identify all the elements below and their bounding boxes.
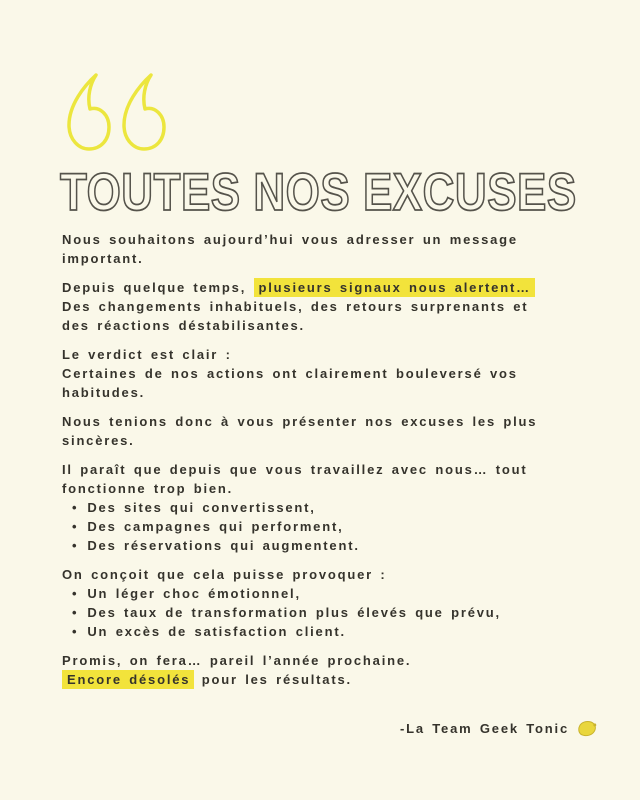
double-quote-icon <box>63 72 168 154</box>
highlighted-text: Encore désolés <box>62 670 194 689</box>
signature-text: -La Team Geek Tonic <box>399 721 569 736</box>
text-run: pour les résultats. <box>194 672 352 687</box>
bullet-marker: • <box>72 586 79 601</box>
signature <box>400 721 596 736</box>
bullet-marker: • <box>72 519 79 534</box>
bullet-list <box>62 498 602 555</box>
list-item <box>72 536 602 555</box>
list-item <box>72 498 602 517</box>
list-item-text: Un léger choc émotionnel, <box>87 586 301 601</box>
paragraph-verdict <box>62 345 602 402</box>
bullet-marker: • <box>72 500 79 515</box>
lemon-icon <box>576 719 598 739</box>
bullet-marker: • <box>72 538 79 553</box>
text-line: Le verdict est clair : <box>62 347 232 362</box>
list-item <box>72 584 602 603</box>
text-line: habitudes. <box>62 385 146 400</box>
text-line <box>62 670 602 689</box>
paragraph-signaux <box>62 278 602 335</box>
text-line: Promis, on fera… pareil l’année prochaine. <box>62 653 412 668</box>
list-item <box>72 603 602 622</box>
text-line: Certaines de nos actions ont clairement bouleversé vos <box>62 366 518 381</box>
paragraph-excuses <box>62 412 602 450</box>
text-line: sincères. <box>62 433 135 448</box>
body-text <box>62 230 602 699</box>
list-item-text: Des réservations qui augmentent. <box>87 538 360 553</box>
bullet-marker: • <box>72 605 79 620</box>
bullet-list <box>62 584 602 641</box>
text-line: Nous souhaitons aujourd’hui vous adresser un message <box>62 232 518 247</box>
text-line <box>62 278 602 297</box>
text-line: important. <box>62 251 144 266</box>
paragraph-intro <box>62 230 602 268</box>
highlighted-text: plusieurs signaux nous alertent… <box>254 278 535 297</box>
bullet-marker: • <box>72 624 79 639</box>
list-item-text: Un excès de satisfaction client. <box>87 624 346 639</box>
text-line: Des changements inhabituels, des retours surprenants et <box>62 299 529 314</box>
text-line: fonctionne trop bien. <box>62 481 234 496</box>
paragraph-promis <box>62 651 602 689</box>
text-line: On conçoit que cela puisse provoquer : <box>62 567 387 582</box>
text-line: Nous tenions donc à vous présenter nos excuses les plus <box>62 414 538 429</box>
paragraph-provoquer <box>62 565 602 641</box>
text-run: Depuis quelque temps, <box>62 280 254 295</box>
text-line: des réactions déstabilisantes. <box>62 318 305 333</box>
list-item-text: Des taux de transformation plus élevés que prévu, <box>87 605 501 620</box>
paragraph-fonctionne <box>62 460 602 555</box>
list-item-text: Des campagnes qui performent, <box>87 519 344 534</box>
list-item <box>72 622 602 641</box>
text-line: Il paraît que depuis que vous travaillez avec nous… tout <box>62 462 528 477</box>
page-title: TOUTES NOS EXCUSES <box>60 163 577 222</box>
list-item <box>72 517 602 536</box>
list-item-text: Des sites qui convertissent, <box>87 500 316 515</box>
